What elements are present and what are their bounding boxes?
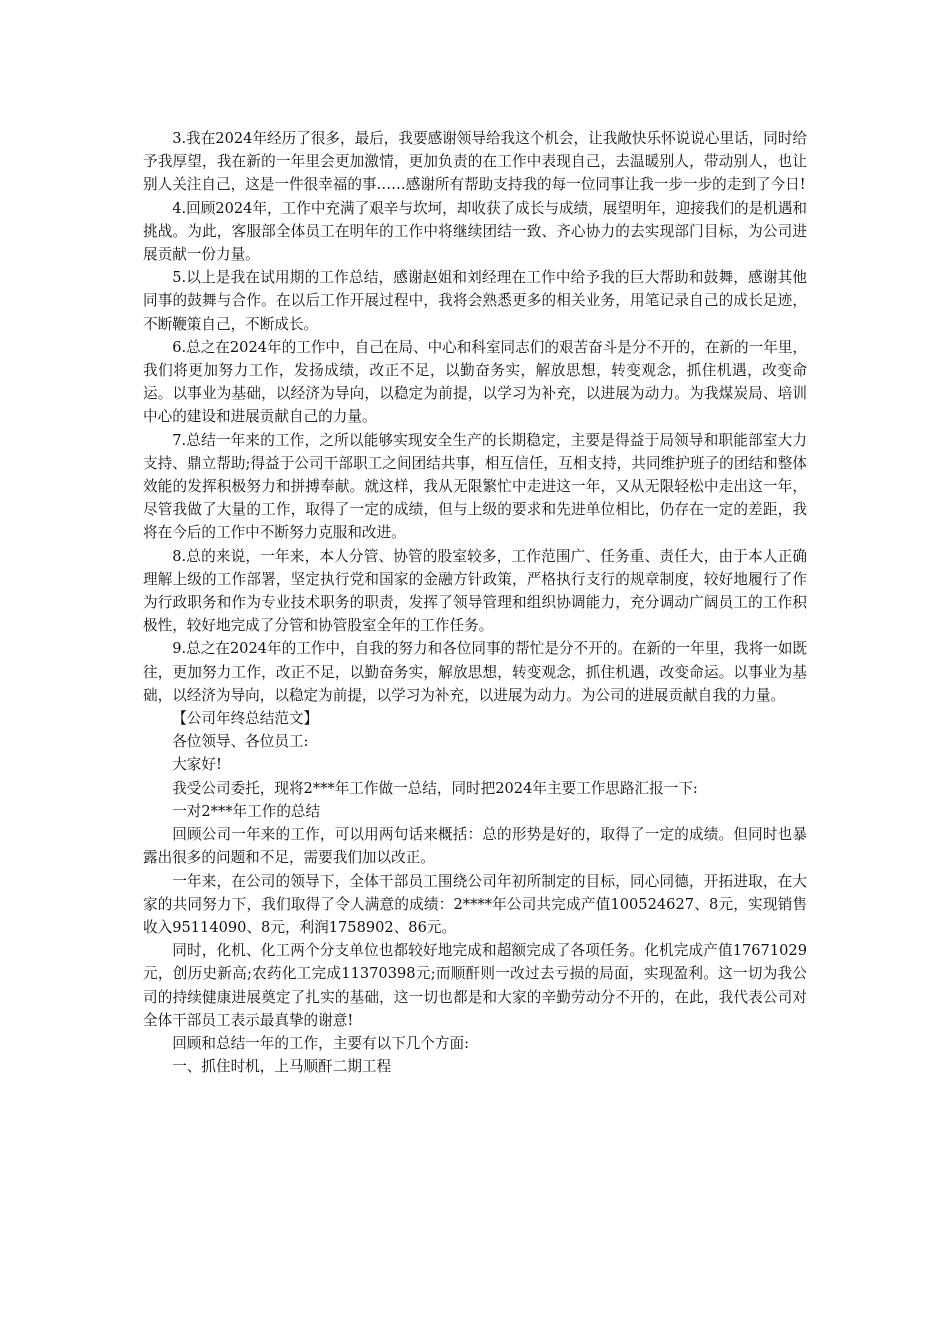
paragraph-9: 9.总之在2024年的工作中，自我的努力和各位同事的帮忙是分不开的。在新的一年里，我将一如既往，更加努力工作，改正不足，以勤奋务实，解放思想，转变观念，抓住机遇，改变命运。以事业为基础，以经济为导向，以稳定为前提，以学习为补充，以进展为动力。为公司的进展贡献自我的力量。 (143, 640, 808, 704)
document-page (143, 127, 807, 1078)
paragraph-8: 8.总的来说，一年来，本人分管、协管的股室较多，工作范围广、任务重、责任大，由于本人正确理解上级的工作部署，坚定执行党和国家的金融方针政策，严格执行支行的规章制度，较好地履行了作为行政职务和作为专业技术职务的职责，发挥了领导管理和组织协调能力，充分调动广阔员工的工作积极性，较好地完成了分管和协管股室全年的工作任务。 (143, 547, 807, 635)
section-heading: 【公司年终总结范文】 (172, 710, 319, 728)
paragraph-6: 6.总之在2024年的工作中，自己在局、中心和科室同志们的艰苦奋斗是分不开的，在新的一年里，我们将更加努力工作，发扬成绩，改正不足，以勤奋务实，解放思想，转变观念，抓住机遇，改变命运。以事业为基础，以经济为导向，以稳定为前提，以学习为补充，以进展为动力。为我煤炭局、培训中心的建设和进展贡献自己的力量。 (143, 338, 808, 426)
salutation: 各位领导、各位员工: (172, 733, 309, 751)
achievements-paragraph: 一年来，在公司的领导下，全体干部员工围绕公司年初所制定的目标，同心同德，开拓进取，在大家的共同努力下，我们取得了令人满意的成绩：2****年公司共完成产值100524627、8元，实现销售收入95114090、8元，利润1758902、86元。 (143, 872, 807, 936)
paragraph-5: 5.以上是我在试用期的工作总结，感谢赵姐和刘经理在工作中给予我的巨大帮助和鼓舞，感谢其他同事的鼓舞与合作。在以后工作开展过程中，我将会熟悉更多的相关业务，用笔记录自己的成长足迹，不断鞭策自己，不断成长。 (143, 269, 807, 333)
paragraph-4: 4.回顾2024年，工作中充满了艰辛与坎坷，却收获了成长与成绩，展望明年，迎接我们的是机遇和挑战。为此，客服部全体员工在明年的工作中将继续团结一致、齐心协力的去实现部门目标，为公司进展贡献一份力量。 (143, 199, 808, 264)
aspect-heading-1: 一、抓住时机，上马顺酐二期工程 (172, 1058, 392, 1076)
intro-paragraph: 我受公司委托，现将2***年工作做一总结，同时把2024年主要工作思路汇报一下: (172, 779, 698, 797)
review-paragraph: 回顾公司一年来的工作，可以用两句话来概括：总的形势是好的，取得了一定的成绩。但同时也暴露出很多的问题和不足，需要我们加以改正。 (143, 826, 807, 867)
paragraph-3: 3.我在2024年经历了很多，最后，我要感谢领导给我这个机会，让我敞快乐怀说说心里话，同时给予我厚望，我在新的一年里会更加激情，更加负责的在工作中表现自己，去温暖别人，带动别人，也让别人关注自己，这是一件很幸福的事……感谢所有帮助支持我的每一位同事让我一步一步的走到了今日! (143, 130, 808, 194)
greeting: 大家好! (172, 756, 222, 774)
subheading-summary: 一对2***年工作的总结 (172, 802, 321, 820)
aspects-intro: 回顾和总结一年的工作，主要有以下几个方面: (172, 1034, 469, 1052)
paragraph-7: 7.总结一年来的工作，之所以能够实现安全生产的长期稳定，主要是得益于局领导和职能部室大力支持、鼎立帮助;得益于公司干部职工之间团结共事，相互信任，互相支持，共同维护班子的团结和整体效能的发挥积极努力和拼搏奉献。就这样，我从无限繁忙中走进这一年，又从无限轻松中走出这一年，尽管我做了大量的工作，取得了一定的成绩，但与上级的要求和先进单位相比，仍存在一定的差距，我将在今后的工作中不断努力克服和改进。 (143, 431, 807, 542)
branch-units-paragraph: 同时，化机、化工两个分支单位也都较好地完成和超额完成了各项任务。化机完成产值17671029元，创历史新高;农药化工完成11370398元;而顺酐则一改过去亏损的局面，实现盈利。这一切为我公司的持续健康进展奠定了扎实的基础，这一切也都是和大家的辛勤劳动分不开的，在此，我代表公司对全体干部员工表示最真挚的谢意! (143, 942, 807, 1029)
